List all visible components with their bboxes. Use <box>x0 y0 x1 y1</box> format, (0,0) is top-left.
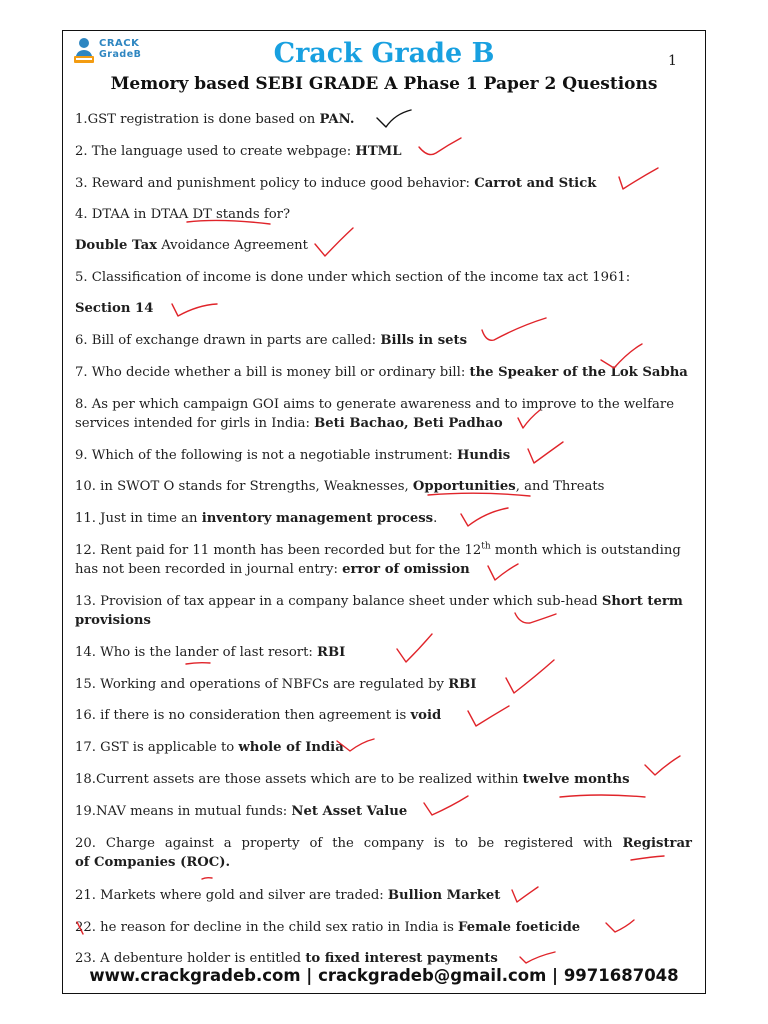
question-line: 10. in SWOT O stands for Strengths, Weaknesses, Opportunities, and Threats <box>75 479 605 494</box>
question-line: 13. Provision of tax appear in a company balance sheet under which sub-head Short term <box>75 594 683 609</box>
check-mark-icon <box>520 952 555 963</box>
answer-line: of Companies (ROC). <box>75 855 231 870</box>
question-line: 2. The language used to create webpage: HTML <box>75 144 402 159</box>
check-mark-icon <box>77 922 83 934</box>
check-mark-icon <box>482 318 546 340</box>
question-line: services intended for girls in India: Beti Bachao, Beti Padhao <box>75 416 503 431</box>
answer-line: Double Tax Avoidance Agreement <box>75 238 308 253</box>
question-line: 18.Current assets are those assets which are to be realized within twelve months <box>75 772 630 787</box>
check-mark-icon <box>601 344 642 368</box>
question-line: 23. A debenture holder is entitled to fixed interest payments <box>75 951 498 966</box>
answer-line: Section 14 <box>75 301 154 316</box>
check-mark-icon <box>377 110 411 127</box>
question-line: 8. As per which campaign GOI aims to generate awareness and to improve to the welfare <box>75 397 675 412</box>
question-line: 7. Who decide whether a bill is money bill or ordinary bill: the Speaker of the Lok Sabha <box>75 365 688 380</box>
check-mark-icon <box>518 410 540 428</box>
question-line: 1.GST registration is done based on PAN. <box>75 112 355 127</box>
underline-mark <box>631 856 664 860</box>
check-mark-icon <box>397 634 432 662</box>
question-line: 16. if there is no consideration then agreement is void <box>75 708 442 723</box>
question-line: 21. Markets where gold and silver are traded: Bullion Market <box>75 888 501 903</box>
brand-title: Crack Grade B <box>273 38 495 69</box>
logo-line2: GradeB <box>99 49 142 60</box>
question-line: 11. Just in time an inventory management process. <box>75 511 438 526</box>
question-line: 20. Charge against a property of the company is to be registered with Registrar <box>75 836 692 851</box>
question-line: 17. GST is applicable to whole of India <box>75 740 344 755</box>
underline-mark <box>428 493 530 496</box>
question-line: 3. Reward and punishment policy to induce good behavior: Carrot and Stick <box>75 176 597 191</box>
check-mark-icon <box>468 706 509 726</box>
question-line: 4. DTAA in DTAA DT stands for? <box>75 207 291 222</box>
question-line: 9. Which of the following is not a negotiable instrument: Hundis <box>75 448 511 463</box>
check-mark-icon <box>512 887 538 902</box>
answer-line: provisions <box>75 613 151 628</box>
check-mark-icon <box>461 508 508 526</box>
underline-mark <box>515 613 556 623</box>
check-mark-icon <box>528 442 563 463</box>
check-mark-icon <box>606 920 634 932</box>
check-mark-icon <box>315 228 353 256</box>
check-mark-icon <box>424 796 468 815</box>
underline-mark <box>186 663 210 664</box>
question-line: 14. Who is the lander of last resort: RBI <box>75 645 346 660</box>
question-line: 6. Bill of exchange drawn in parts are called: Bills in sets <box>75 333 468 348</box>
check-mark-icon <box>488 564 518 580</box>
question-line: 22. he reason for decline in the child sex ratio in India is Female foeticide <box>75 920 581 935</box>
underline-mark <box>187 220 270 224</box>
check-mark-icon <box>172 304 217 316</box>
check-mark-icon <box>619 168 658 189</box>
check-mark-icon <box>337 739 374 751</box>
footer-contact: www.crackgradeb.com | crackgradeb@gmail.com | 9971687048 <box>89 966 679 985</box>
underline-mark <box>202 878 212 879</box>
question-line: has not been recorded in journal entry: error of omission <box>75 562 470 577</box>
logo-line1: CRACK <box>99 38 140 49</box>
paper-title: Memory based SEBI GRADE A Phase 1 Paper 2 Questions <box>110 74 658 94</box>
question-line: 19.NAV means in mutual funds: Net Asset Value <box>75 804 408 819</box>
question-line: 5. Classification of income is done under which section of the income tax act 1961: <box>75 270 631 285</box>
check-mark-icon <box>506 660 554 693</box>
check-mark-icon <box>419 138 461 155</box>
underline-mark <box>560 795 645 797</box>
page-number: 1 <box>668 53 677 69</box>
question-line: 15. Working and operations of NBFCs are regulated by RBI <box>75 677 477 692</box>
question-line: 12. Rent paid for 11 month has been recorded but for the 12th month which is outstanding <box>75 541 681 558</box>
check-mark-icon <box>645 756 680 775</box>
